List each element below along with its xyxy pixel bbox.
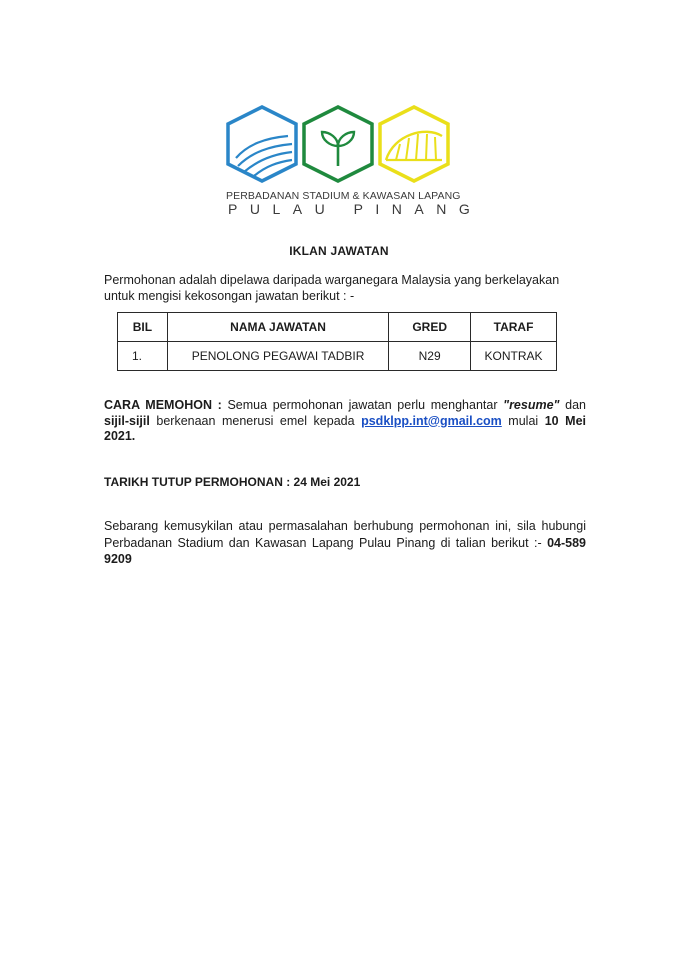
organization-logo <box>226 104 450 184</box>
stadium-field-icon <box>228 107 296 181</box>
contact-phone: 04-589 9209 <box>104 535 586 566</box>
sijil-keyword: sijil-sijil <box>104 413 150 428</box>
contact-text: Sebarang kemusykilan atau permasalahan berhubung permohonan ini, sila hubungi Perbadanan Stadium dan Kawasan Lapang Pulau Pinang di talian berikut :- <box>104 519 586 550</box>
cell-gred: N29 <box>389 342 471 371</box>
table-header-row <box>118 313 557 342</box>
contact-paragraph <box>104 518 586 568</box>
cell-nama-jawatan: PENOLONG PEGAWAI TADBIR <box>167 342 388 371</box>
apply-text-1: Semua permohonan jawatan perlu menghantar <box>221 398 504 412</box>
how-to-apply-label: CARA MEMOHON : <box>104 398 222 412</box>
organization-name: PERBADANAN STADIUM & KAWASAN LAPANG <box>226 190 461 202</box>
closing-date: TARIKH TUTUP PERMOHONAN : 24 Mei 2021 <box>104 475 361 489</box>
intro-paragraph: Permohonan adalah dipelawa daripada warganegara Malaysia yang berkelayakan untuk mengisi kekosongan jawatan berikut : - <box>104 273 560 303</box>
sprout-icon <box>304 107 372 181</box>
table-row <box>118 342 557 371</box>
email-link[interactable]: psdklpp.int@gmail.com <box>361 413 502 428</box>
resume-keyword: "resume" <box>503 398 560 412</box>
page-title: IKLAN JAWATAN <box>289 244 389 258</box>
how-to-apply-paragraph <box>104 398 586 445</box>
stadium-dome-icon <box>380 107 448 181</box>
organization-location: PULAU PINANG <box>228 201 483 217</box>
cell-bil: 1. <box>118 342 168 371</box>
apply-text-4: mulai <box>501 413 545 428</box>
apply-text-2: dan <box>559 398 586 412</box>
vacancy-table <box>117 312 557 371</box>
column-header-nama-jawatan: NAMA JAWATAN <box>167 313 388 342</box>
apply-text-3: berkenaan menerusi emel kepada <box>149 413 362 428</box>
column-header-gred: GRED <box>389 313 471 342</box>
apply-start-date: 10 Mei 2021. <box>104 413 586 443</box>
column-header-bil: BIL <box>118 313 168 342</box>
cell-taraf: KONTRAK <box>471 342 557 371</box>
column-header-taraf: TARAF <box>471 313 557 342</box>
